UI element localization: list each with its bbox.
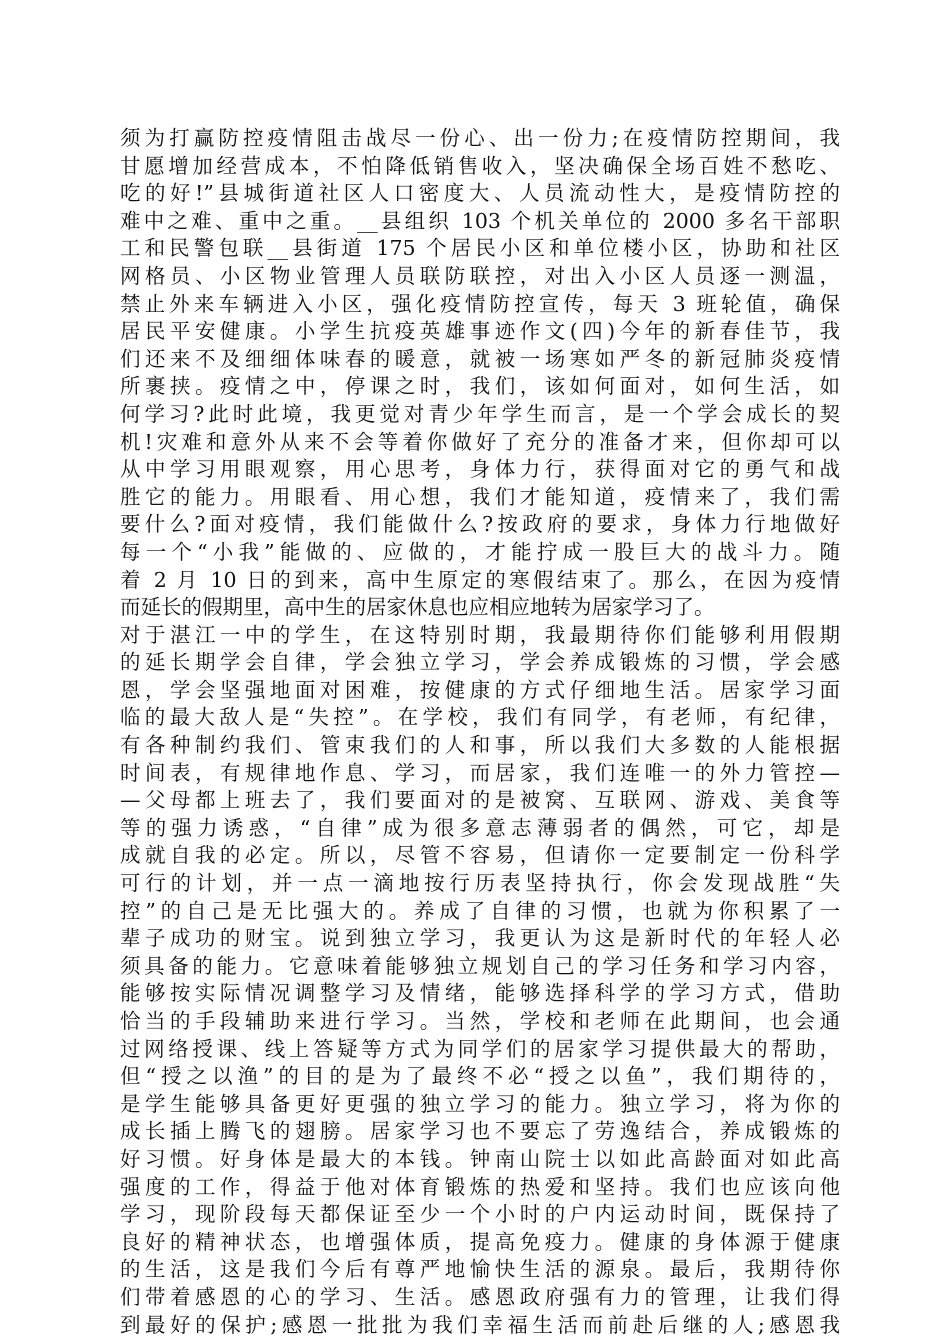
text-line: 但“授之以渔”的目的是为了最终不必“授之以鱼”，我们期待的， xyxy=(120,1064,840,1089)
text-line: 们带着感恩的心的学习、生活。感恩政府强有力的管理，让我们得 xyxy=(120,1284,840,1309)
text-line: 能够按实际情况调整学习及情绪，能够选择科学的学习方式，借助 xyxy=(120,981,840,1006)
text-line: 须为打赢防控疫情阻击战尽一份心、出一份力;在疫情防控期间，我 xyxy=(120,126,840,150)
document-body xyxy=(120,125,840,1339)
text-line: 甘愿增加经营成本，不怕降低销售收入，坚决确保全场百姓不愁吃、 xyxy=(120,153,840,178)
text-line: 的延长期学会自律，学会独立学习，学会养成锻炼的习惯，学会感 xyxy=(120,650,840,675)
text-line: 过网络授课、线上答疑等方式为同学们的居家学习提供最大的帮助， xyxy=(120,1036,840,1061)
text-line: 到最好的保护;感恩一批批为我们幸福生活而前赴后继的人;感恩我 xyxy=(120,1312,840,1337)
text-line: 何学习?此时此境，我更觉对青少年学生而言，是一个学会成长的契 xyxy=(120,401,840,426)
text-line: 工和民警包联__县街道 175 个居民小区和单位楼小区，协助和社区 xyxy=(120,236,840,261)
text-line: 有各种制约我们、管束我们的人和事，所以我们大多数的人能根据 xyxy=(120,733,840,758)
text-line: 吃的好!”县城街道社区人口密度大、人员流动性大，是疫情防控的 xyxy=(120,181,840,206)
text-line: 辈子成功的财宝。说到独立学习，我更认为这是新时代的年轻人必 xyxy=(120,926,840,951)
text-line: 好习惯。好身体是最大的本钱。钟南山院士以如此高龄面对如此高 xyxy=(120,1146,840,1171)
text-line: 成就自我的必定。所以，尽管不容易，但请你一定要制定一份科学 xyxy=(120,843,840,868)
text-line: 须具备的能力。它意味着能够独立规划自己的学习任务和学习内容， xyxy=(120,953,840,978)
text-line: 而延长的假期里，高中生的居家休息也应相应地转为居家学习了。 xyxy=(120,595,715,620)
text-line: 居民平安健康。小学生抗疫英雄事迹作文(四)今年的新春佳节，我 xyxy=(120,319,840,344)
text-line: —父母都上班去了，我们要面对的是被窝、互联网、游戏、美食等 xyxy=(120,788,840,813)
text-line: 网格员、小区物业管理人员联防联控，对出入小区人员逐一测温， xyxy=(120,263,840,288)
text-line: 机!灾难和意外从来不会等着你做好了充分的准备才来，但你却可以 xyxy=(120,429,840,454)
text-line: 要什么?面对疫情，我们能做什么?按政府的要求，身体力行地做好 xyxy=(120,512,840,537)
text-line: 良好的精神状态，也增强体质，提高免疫力。健康的身体源于健康 xyxy=(120,1229,840,1254)
text-line: 着 2 月 10 日的到来，高中生原定的寒假结束了。那么，在因为疫情 xyxy=(120,567,840,592)
text-line: 等的强力诱惑，“自律”成为很多意志薄弱者的偶然，可它，却是 xyxy=(120,815,840,840)
text-line: 强度的工作，得益于他对体育锻炼的热爱和坚持。我们也应该向他 xyxy=(120,1174,840,1199)
text-line: 每一个“小我”能做的、应做的，才能拧成一股巨大的战斗力。随 xyxy=(120,539,840,564)
text-line: 时间表，有规律地作息、学习，而居家，我们连唯一的外力管控— xyxy=(120,760,840,785)
text-line: 胜它的能力。用眼看、用心想，我们才能知道，疫情来了，我们需 xyxy=(120,484,840,509)
text-line: 可行的计划，并一点一滴地按行历表坚持执行，你会发现战胜“失 xyxy=(120,871,840,896)
text-line: 们还来不及细细体味春的暖意，就被一场寒如严冬的新冠肺炎疫情 xyxy=(120,346,840,371)
text-line: 成长插上腾飞的翅膀。居家学习也不要忘了劳逸结合，养成锻炼的 xyxy=(120,1119,840,1144)
text-line: 对于湛江一中的学生，在这特别时期，我最期待你们能够利用假期 xyxy=(120,622,840,647)
text-line: 所裹挟。疫情之中，停课之时，我们，该如何面对，如何生活，如 xyxy=(120,374,840,399)
text-line: 从中学习用眼观察，用心思考，身体力行，获得面对它的勇气和战 xyxy=(120,457,840,482)
text-line: 临的最大敌人是“失控”。在学校，我们有同学，有老师，有纪律， xyxy=(120,705,840,730)
text-line: 学习，现阶段每天都保证至少一个小时的户内运动时间，既保持了 xyxy=(120,1202,840,1227)
text-line: 控”的自己是无比强大的。养成了自律的习惯，也就为你积累了一 xyxy=(120,898,840,923)
text-line: 恩，学会坚强地面对困难，按健康的方式仔细地生活。居家学习面 xyxy=(120,677,840,702)
text-line: 是学生能够具备更好更强的独立学习的能力。独立学习，将为你的 xyxy=(120,1091,840,1116)
text-line: 的生活，这是我们今后有尊严地愉快生活的源泉。最后，我期待你 xyxy=(120,1257,840,1282)
text-line: 难中之难、重中之重。__县组织 103 个机关单位的 2000 多名干部职 xyxy=(120,208,840,233)
text-line: 禁止外来车辆进入小区，强化疫情防控宣传，每天 3 班轮值，确保 xyxy=(120,291,840,316)
text-line: 恰当的手段辅助来进行学习。当然，学校和老师在此期间，也会通 xyxy=(120,1009,840,1033)
